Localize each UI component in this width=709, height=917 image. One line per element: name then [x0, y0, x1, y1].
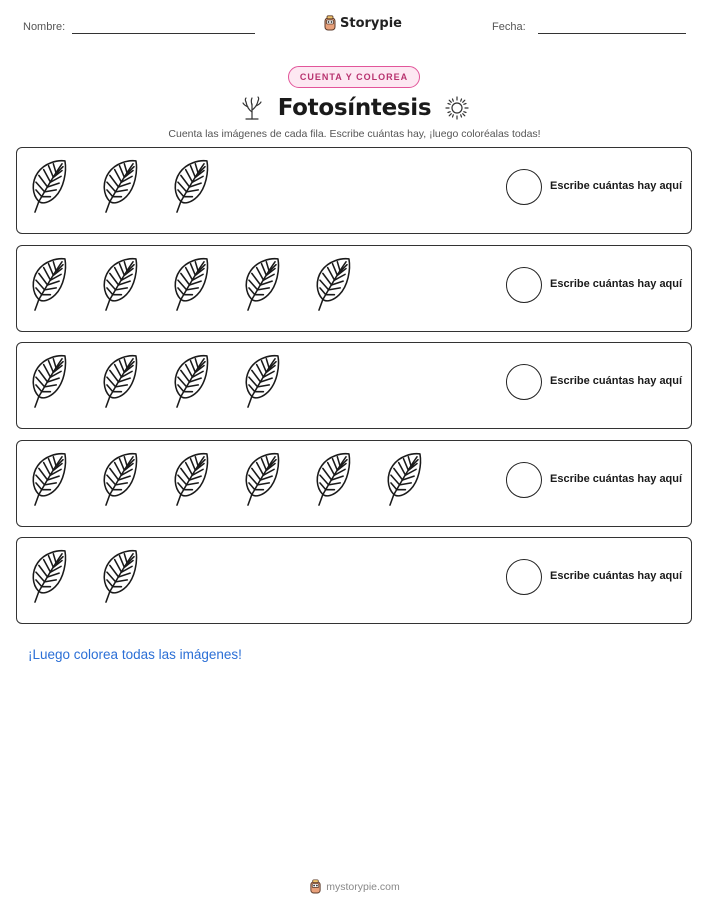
leaf-icon	[29, 353, 68, 411]
leaf-icon	[171, 158, 210, 216]
leaf-icon	[29, 548, 68, 606]
answer-label: Escribe cuántas hay aquí	[550, 570, 683, 582]
leaf-group	[29, 451, 423, 509]
answer-label: Escribe cuántas hay aquí	[550, 277, 683, 290]
answer-circle[interactable]	[506, 559, 542, 595]
site-url: mystorypie.com	[326, 880, 400, 893]
leaf-icon	[100, 548, 139, 606]
answer-label: Escribe cuántas hay aquí	[550, 472, 683, 485]
leaf-icon	[313, 256, 352, 314]
leaf-group	[29, 353, 281, 411]
counting-row	[16, 245, 692, 332]
leaf-icon	[171, 256, 210, 314]
leaf-icon	[29, 158, 68, 216]
leaf-group	[29, 158, 210, 216]
leaf-icon	[171, 353, 210, 411]
leaf-icon	[100, 353, 139, 411]
leaf-icon	[100, 256, 139, 314]
answer-label: Escribe cuántas hay aquí	[550, 375, 683, 387]
leaf-icon	[384, 451, 423, 509]
answer-label: Escribe cuántas hay aquí	[550, 180, 683, 192]
counting-row	[16, 147, 692, 234]
answer-circle[interactable]	[506, 462, 542, 498]
storypie-mascot-icon	[323, 15, 337, 31]
coral-icon	[240, 96, 264, 120]
answer-circle[interactable]	[506, 169, 542, 205]
date-field[interactable]	[538, 33, 686, 34]
page-title: Fotosíntesis	[277, 95, 432, 121]
counting-rows	[16, 147, 692, 635]
counting-row	[16, 537, 692, 624]
counting-row	[16, 440, 692, 527]
leaf-icon	[313, 451, 352, 509]
storypie-mascot-icon	[309, 879, 322, 894]
site-footer	[0, 879, 709, 894]
name-field[interactable]	[72, 33, 255, 34]
worksheet-badge: CUENTA Y COLOREA	[288, 66, 420, 88]
leaf-group	[29, 548, 139, 606]
leaf-icon	[100, 158, 139, 216]
counting-row	[16, 342, 692, 429]
leaf-icon	[171, 451, 210, 509]
leaf-icon	[100, 451, 139, 509]
brand-name: Storypie	[340, 15, 402, 31]
name-label: Nombre:	[23, 21, 66, 33]
leaf-group	[29, 256, 352, 314]
sun-icon	[445, 96, 469, 120]
leaf-icon	[242, 451, 281, 509]
brand-logo	[323, 13, 402, 33]
instructions: Cuenta las imágenes de cada fila. Escribe cuántas hay, ¡luego coloréalas todas!	[168, 128, 541, 140]
answer-circle[interactable]	[506, 364, 542, 400]
coloring-note: ¡Luego colorea todas las imágenes!	[28, 647, 242, 662]
title-row	[0, 92, 709, 124]
leaf-icon	[29, 451, 68, 509]
date-label: Fecha:	[492, 21, 526, 33]
leaf-icon	[29, 256, 68, 314]
answer-circle[interactable]	[506, 267, 542, 303]
leaf-icon	[242, 256, 281, 314]
leaf-icon	[242, 353, 281, 411]
